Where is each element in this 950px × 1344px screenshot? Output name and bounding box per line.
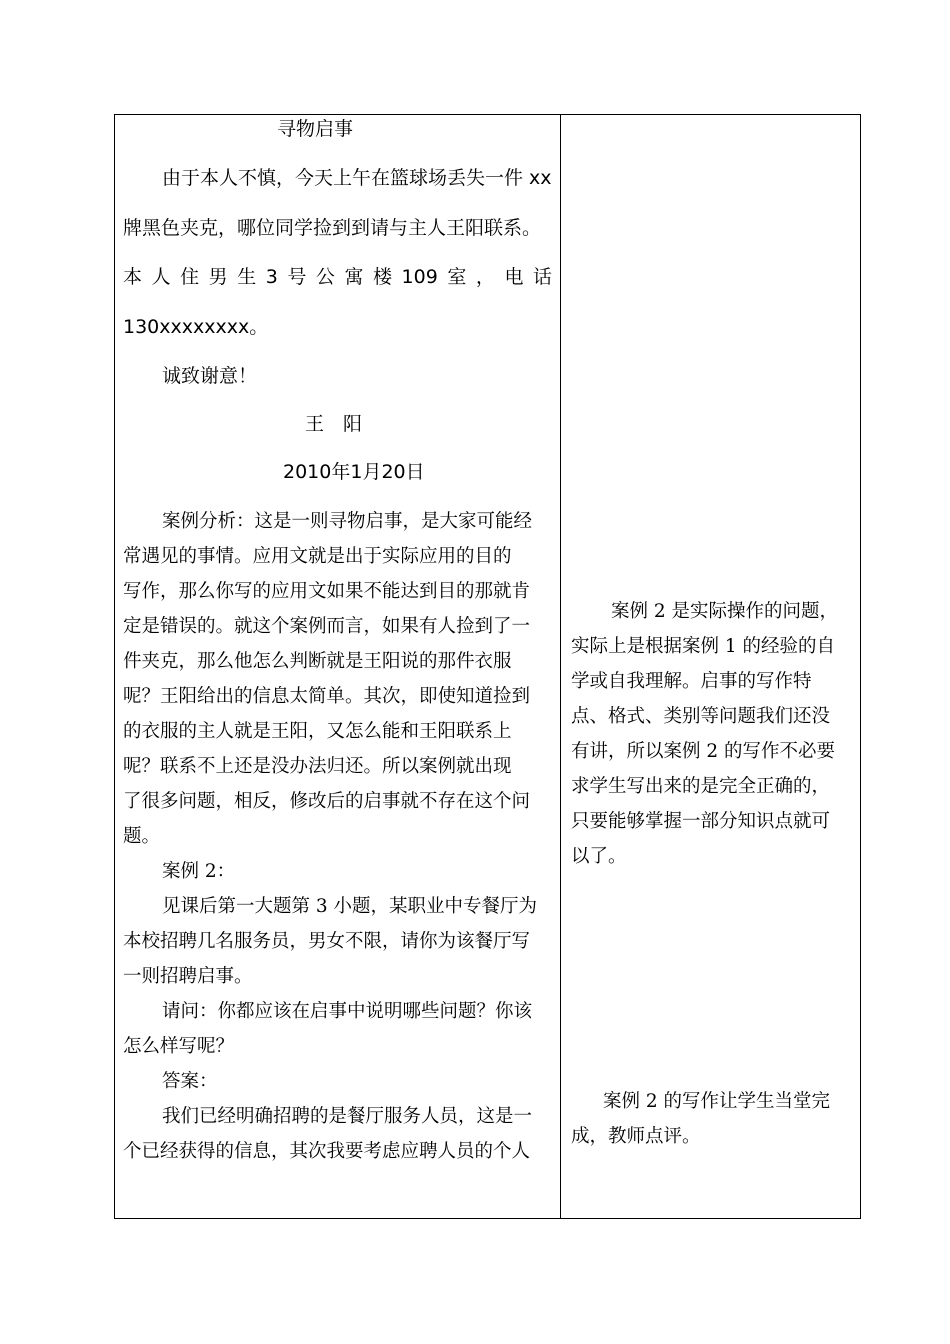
notice-signature: 王 阳 xyxy=(305,413,363,435)
side-note-line: 学或自我理解。启事的写作特 xyxy=(571,671,812,692)
notice-word: 本 xyxy=(123,266,143,288)
notice-thanks: 诚致谢意！ xyxy=(162,365,258,387)
side-note-line: 点、格式、类别等问题我们还没 xyxy=(571,706,831,727)
case2-answer-heading: 答案： xyxy=(162,1071,218,1092)
analysis-line: 呢？王阳给出的信息太简单。其次，即使知道捡到 xyxy=(123,686,531,707)
case2-heading: 案例 2： xyxy=(162,861,236,882)
notice-body-line: 由于本人不慎，今天上午在篮球场丢失一件 xx xyxy=(162,167,552,189)
analysis-line: 了很多问题，相反，修改后的启事就不存在这个问 xyxy=(123,791,531,812)
notice-body-line-justified xyxy=(123,268,552,287)
notice-word: 号 xyxy=(287,266,307,288)
analysis-line: 案例分析：这是一则寻物启事，是大家可能经 xyxy=(162,511,533,532)
notice-word: 室 xyxy=(447,266,467,288)
case2-question-line: 请问：你都应该在启事中说明哪些问题？你该 xyxy=(162,1001,533,1022)
analysis-line: 件夹克，那么他怎么判断就是王阳说的那件衣服 xyxy=(123,651,512,672)
notice-word: 话 xyxy=(532,266,552,288)
notice-body-line: 牌黑色夹克，哪位同学捡到到请与主人王阳联系。 xyxy=(123,217,542,239)
notice-word: 公 xyxy=(315,266,335,288)
side-note-line: 以了。 xyxy=(571,846,627,867)
side-note-line: 求学生写出来的是完全正确的， xyxy=(571,776,831,797)
notice-word: 生 xyxy=(237,266,257,288)
side-note-line: 案例 2 的写作让学生当堂完 xyxy=(603,1091,831,1112)
notice-title: 寻物启事 xyxy=(277,118,354,140)
analysis-line: 写作，那么你写的应用文如果不能达到目的那就肯 xyxy=(123,581,531,602)
column-divider xyxy=(560,115,561,1218)
case2-answer-line: 个已经获得的信息，其次我要考虑应聘人员的个人 xyxy=(123,1141,531,1162)
side-note-line: 实际上是根据案例 1 的经验的自 xyxy=(571,636,836,657)
side-note-line: 成，教师点评。 xyxy=(571,1126,701,1147)
notice-body-line: 130xxxxxxxx。 xyxy=(123,316,269,338)
case2-answer-line: 我们已经明确招聘的是餐厅服务人员，这是一 xyxy=(162,1106,533,1127)
notice-word: 男 xyxy=(208,266,228,288)
side-note-line: 案例 2 是实际操作的问题， xyxy=(611,601,839,622)
analysis-line: 的衣服的主人就是王阳，又怎么能和王阳联系上 xyxy=(123,721,512,742)
case2-line: 本校招聘几名服务员，男女不限，请你为该餐厅写 xyxy=(123,931,531,952)
notice-word: 住 xyxy=(180,266,200,288)
notice-word: 电 xyxy=(504,266,524,288)
notice-word: 3 xyxy=(265,266,278,288)
side-note-line: 只要能够掌握一部分知识点就可 xyxy=(571,811,831,832)
notice-word: 109 xyxy=(401,266,438,288)
case2-line: 一则招聘启事。 xyxy=(123,966,253,987)
notice-word: 人 xyxy=(151,266,171,288)
analysis-line: 常遇见的事情。应用文就是出于实际应用的目的 xyxy=(123,546,512,567)
notice-word: ， xyxy=(475,266,495,288)
analysis-line: 定是错误的。就这个案例而言，如果有人捡到了一 xyxy=(123,616,531,637)
notice-date: 2010年1月20日 xyxy=(283,461,425,483)
notice-word: 寓 xyxy=(344,266,364,288)
notice-word: 楼 xyxy=(373,266,393,288)
case2-question-line: 怎么样写呢？ xyxy=(123,1036,235,1057)
case2-line: 见课后第一大题第 3 小题，某职业中专餐厅为 xyxy=(162,896,538,917)
analysis-line: 呢？联系不上还是没办法归还。所以案例就出现 xyxy=(123,756,512,777)
side-note-line: 有讲，所以案例 2 的写作不必要 xyxy=(571,741,836,762)
analysis-line: 题。 xyxy=(123,826,161,847)
